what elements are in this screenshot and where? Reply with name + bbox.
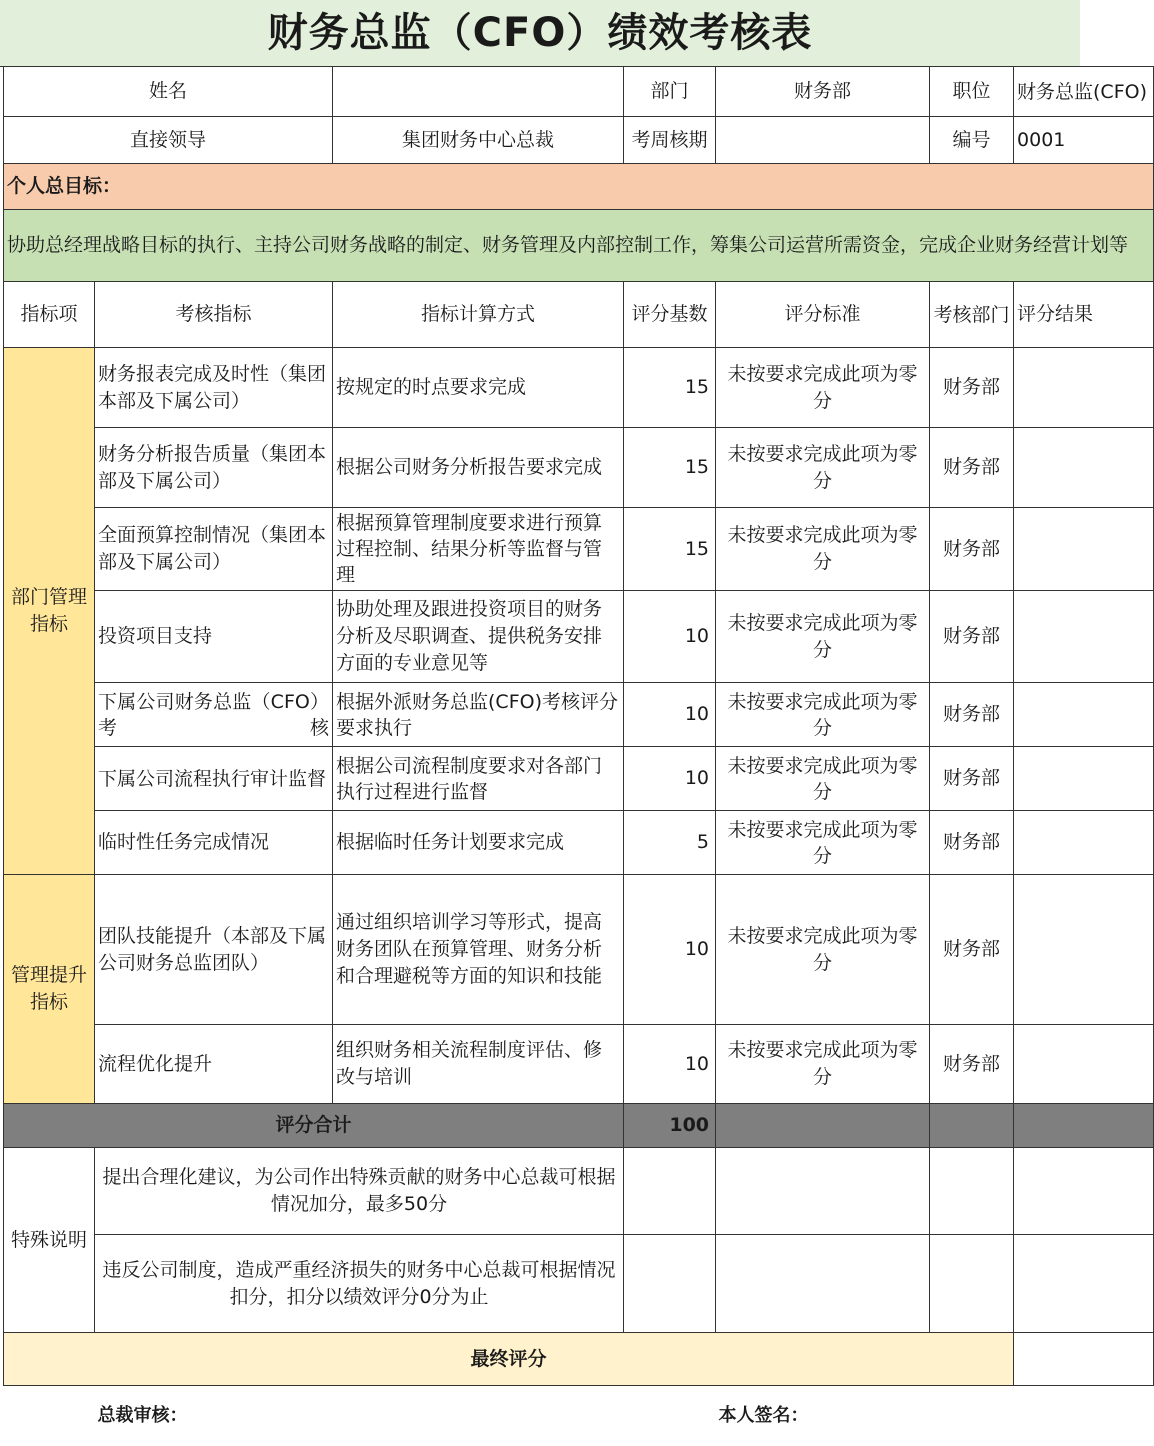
goal-text: 协助总经理战略目标的执行、主持公司财务战略的制定、财务管理及内部控制工作，筹集公司运营所需资金，完成企业财务经营计划等 [4, 210, 1154, 282]
col-header-standard: 评分标准 [716, 282, 930, 348]
category-dept-management: 部门管理指标 [4, 348, 95, 875]
appraisal-table [3, 66, 1154, 1446]
dept-cell: 财务部 [930, 508, 1014, 591]
special-label: 特殊说明 [4, 1148, 95, 1333]
special-score[interactable] [1014, 1235, 1154, 1333]
special-score[interactable] [624, 1235, 716, 1333]
method-cell: 根据公司财务分析报告要求完成 [333, 428, 624, 508]
standard-cell: 未按要求完成此项为零分 [716, 591, 930, 683]
special-score[interactable] [930, 1235, 1014, 1333]
col-header-base: 评分基数 [624, 282, 716, 348]
result-cell[interactable] [1014, 683, 1154, 747]
sig-blank [4, 1386, 95, 1446]
period-label: 考周核期 [624, 117, 716, 164]
code-label: 编号 [930, 117, 1014, 164]
total-blank [1014, 1104, 1154, 1148]
standard-cell: 未按要求完成此项为零分 [716, 811, 930, 875]
dept-cell: 财务部 [930, 1025, 1014, 1104]
total-blank [930, 1104, 1014, 1148]
standard-cell: 未按要求完成此项为零分 [716, 875, 930, 1025]
standard-cell: 未按要求完成此项为零分 [716, 1025, 930, 1104]
indicator-cell: 下属公司流程执行审计监督 [95, 747, 333, 811]
standard-cell: 未按要求完成此项为零分 [716, 683, 930, 747]
dept-label: 部门 [624, 67, 716, 117]
period-value[interactable] [716, 117, 930, 164]
method-cell: 根据临时任务计划要求完成 [333, 811, 624, 875]
base-cell: 5 [624, 811, 716, 875]
base-cell: 10 [624, 683, 716, 747]
col-header-indicator: 考核指标 [95, 282, 333, 348]
leader-value[interactable]: 集团财务中心总裁 [333, 117, 624, 164]
leader-label: 直接领导 [4, 117, 333, 164]
dept-cell: 财务部 [930, 683, 1014, 747]
base-cell: 10 [624, 747, 716, 811]
indicator-cell: 团队技能提升（本部及下属公司财务总监团队） [95, 875, 333, 1025]
col-header-dept: 考核部门 [930, 282, 1014, 348]
base-cell: 10 [624, 875, 716, 1025]
total-blank [716, 1104, 930, 1148]
dept-cell: 财务部 [930, 747, 1014, 811]
goal-label: 个人总目标： [4, 164, 1154, 210]
indicator-cell: 财务报表完成及时性（集团本部及下属公司） [95, 348, 333, 428]
col-header-result: 评分结果 [1014, 282, 1154, 348]
position-label: 职位 [930, 67, 1014, 117]
method-cell: 通过组织培训学习等形式，提高财务团队在预算管理、财务分析和合理避税等方面的知识和技能 [333, 875, 624, 1025]
special-note: 提出合理化建议，为公司作出特殊贡献的财务中心总裁可根据情况加分，最多50分 [95, 1148, 624, 1235]
special-score[interactable] [930, 1148, 1014, 1235]
result-cell[interactable] [1014, 591, 1154, 683]
indicator-cell: 流程优化提升 [95, 1025, 333, 1104]
result-cell[interactable] [1014, 811, 1154, 875]
dept-value[interactable]: 财务部 [716, 67, 930, 117]
sheet-title: 财务总监（CFO）绩效考核表 [0, 0, 1080, 67]
result-cell[interactable] [1014, 508, 1154, 591]
indicator-cell: 投资项目支持 [95, 591, 333, 683]
indicator-cell: 下属公司财务总监（CFO）考核 [95, 683, 333, 747]
col-header-method: 指标计算方式 [333, 282, 624, 348]
category-management-improvement: 管理提升指标 [4, 875, 95, 1104]
self-signature-field[interactable] [930, 1386, 1154, 1446]
dept-cell: 财务部 [930, 428, 1014, 508]
result-cell[interactable] [1014, 348, 1154, 428]
base-cell: 15 [624, 508, 716, 591]
president-signature-field[interactable] [333, 1386, 624, 1446]
total-value: 100 [624, 1104, 716, 1148]
position-value[interactable]: 财务总监(CFO) [1014, 67, 1154, 117]
special-note: 违反公司制度，造成严重经济损失的财务中心总裁可根据情况扣分，扣分以绩效评分0分为止 [95, 1235, 624, 1333]
name-label: 姓名 [4, 67, 333, 117]
indicator-cell: 临时性任务完成情况 [95, 811, 333, 875]
base-cell: 15 [624, 348, 716, 428]
special-score[interactable] [1014, 1148, 1154, 1235]
final-score-value[interactable] [1014, 1333, 1154, 1386]
code-value[interactable]: 0001 [1014, 117, 1154, 164]
dept-cell: 财务部 [930, 875, 1014, 1025]
dept-cell: 财务部 [930, 348, 1014, 428]
method-cell: 根据公司流程制度要求对各部门执行过程进行监督 [333, 747, 624, 811]
base-cell: 10 [624, 591, 716, 683]
standard-cell: 未按要求完成此项为零分 [716, 508, 930, 591]
president-review-label: 总裁审核： [95, 1386, 333, 1446]
method-cell: 根据外派财务总监(CFO)考核评分要求执行 [333, 683, 624, 747]
standard-cell: 未按要求完成此项为零分 [716, 747, 930, 811]
base-cell: 10 [624, 1025, 716, 1104]
result-cell[interactable] [1014, 1025, 1154, 1104]
method-cell: 根据预算管理制度要求进行预算过程控制、结果分析等监督与管理 [333, 508, 624, 591]
col-header-item: 指标项 [4, 282, 95, 348]
indicator-cell: 财务分析报告质量（集团本部及下属公司） [95, 428, 333, 508]
result-cell[interactable] [1014, 428, 1154, 508]
special-score[interactable] [716, 1148, 930, 1235]
special-score[interactable] [716, 1235, 930, 1333]
method-cell: 组织财务相关流程制度评估、修改与培训 [333, 1025, 624, 1104]
method-cell: 协助处理及跟进投资项目的财务分析及尽职调查、提供税务安排方面的专业意见等 [333, 591, 624, 683]
special-score[interactable] [624, 1148, 716, 1235]
indicator-cell: 全面预算控制情况（集团本部及下属公司） [95, 508, 333, 591]
standard-cell: 未按要求完成此项为零分 [716, 428, 930, 508]
result-cell[interactable] [1014, 875, 1154, 1025]
dept-cell: 财务部 [930, 811, 1014, 875]
total-label: 评分合计 [4, 1104, 624, 1148]
result-cell[interactable] [1014, 747, 1154, 811]
sig-blank [624, 1386, 716, 1446]
standard-cell: 未按要求完成此项为零分 [716, 348, 930, 428]
self-sign-label: 本人签名： [716, 1386, 930, 1446]
base-cell: 15 [624, 428, 716, 508]
name-value[interactable] [333, 67, 624, 117]
method-cell: 按规定的时点要求完成 [333, 348, 624, 428]
final-score-label: 最终评分 [4, 1333, 1014, 1386]
dept-cell: 财务部 [930, 591, 1014, 683]
